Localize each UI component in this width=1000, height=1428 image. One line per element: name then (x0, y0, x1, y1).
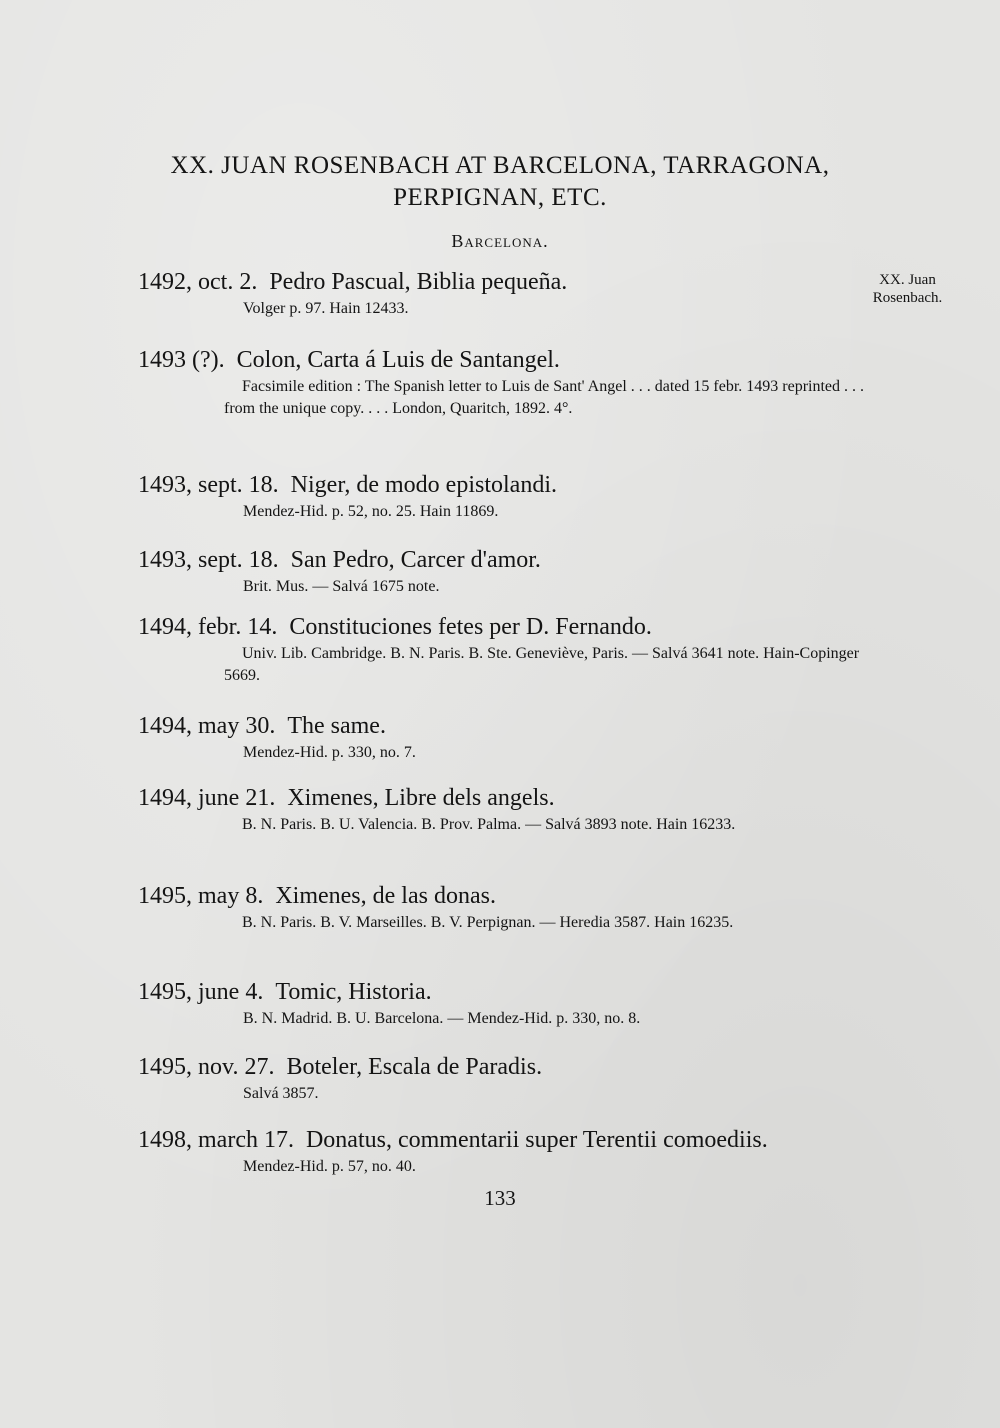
entry-reference: Brit. Mus. — Salvá 1675 note. (243, 578, 440, 595)
entry (138, 1053, 868, 1105)
entry (138, 882, 868, 934)
chapter-heading-line-1: XX. JUAN ROSENBACH AT BARCELONA, TARRAGONA, (170, 152, 830, 179)
entry-date: 1492, oct. 2. (138, 269, 258, 295)
margin-note-line-2: Rosenbach. (872, 290, 943, 306)
entry (138, 978, 868, 1030)
entry-date: 1495, may 8. (138, 883, 264, 909)
entry (138, 613, 868, 687)
entry-date: 1494, june 21. (138, 785, 276, 811)
entry (138, 546, 868, 598)
entry-reference: Mendez-Hid. p. 52, no. 25. Hain 11869. (243, 503, 499, 520)
entry (138, 712, 868, 764)
entry (138, 784, 868, 836)
section-subheading: Barcelona. (451, 231, 549, 251)
entry-title: The same. (287, 713, 386, 739)
entry-date: 1495, nov. 27. (138, 1054, 275, 1080)
entry-title: San Pedro, Carcer d'amor. (290, 547, 541, 573)
entry-reference: Mendez-Hid. p. 330, no. 7. (243, 744, 416, 761)
entry-title: Pedro Pascual, Biblia pequeña. (269, 269, 568, 295)
chapter-heading-line-2: PERPIGNAN, ETC. (393, 184, 607, 211)
entry-title: Ximenes, de las donas. (275, 883, 496, 909)
entry-title: Ximenes, Libre dels angels. (287, 785, 555, 811)
entry-title: Niger, de modo epistolandi. (290, 472, 557, 498)
page-number: 133 (484, 1186, 516, 1210)
entry-date: 1493 (?). (138, 347, 225, 373)
entry-reference: Salvá 3857. (243, 1085, 319, 1102)
entry-reference: Univ. Lib. Cambridge. B. N. Paris. B. Ste. Geneviève, Paris. — Salvá 3641 note. Hain-Copinger 5669. (224, 645, 860, 684)
entry-reference: B. N. Paris. B. U. Valencia. B. Prov. Palma. — Salvá 3893 note. Hain 16233. (242, 816, 736, 833)
entry-date: 1494, may 30. (138, 713, 276, 739)
entry (138, 346, 868, 420)
entry-reference: Mendez-Hid. p. 57, no. 40. (243, 1158, 416, 1175)
entry-reference: Facsimile edition : The Spanish letter to Luis de Sant' Angel . . . dated 15 febr. 1493 reprinted . . . from the unique copy. . . . London, Quaritch, 1892. 4°. (224, 378, 865, 417)
entry-date: 1493, sept. 18. (138, 547, 279, 573)
entry-title: Colon, Carta á Luis de Santangel. (236, 347, 560, 373)
entry-title: Constituciones fetes per D. Fernando. (289, 614, 652, 640)
entry-date: 1495, june 4. (138, 979, 264, 1005)
entry-reference: B. N. Madrid. B. U. Barcelona. — Mendez-Hid. p. 330, no. 8. (243, 1010, 641, 1027)
entry (138, 1126, 868, 1178)
entry-reference: Volger p. 97. Hain 12433. (243, 300, 409, 317)
entry-title: Donatus, commentarii super Terentii comoediis. (305, 1127, 768, 1153)
chapter-heading (120, 150, 880, 214)
entry-date: 1493, sept. 18. (138, 472, 279, 498)
entry-date: 1494, febr. 14. (138, 614, 278, 640)
entry-title: Tomic, Historia. (275, 979, 432, 1005)
entry (138, 268, 868, 320)
entry-reference: B. N. Paris. B. V. Marseilles. B. V. Perpignan. — Heredia 3587. Hain 16235. (242, 914, 734, 931)
margin-note-line-1: XX. Juan (879, 272, 936, 288)
entry (138, 471, 868, 523)
entry-title: Boteler, Escala de Paradis. (286, 1054, 543, 1080)
entry-date: 1498, march 17. (138, 1127, 294, 1153)
